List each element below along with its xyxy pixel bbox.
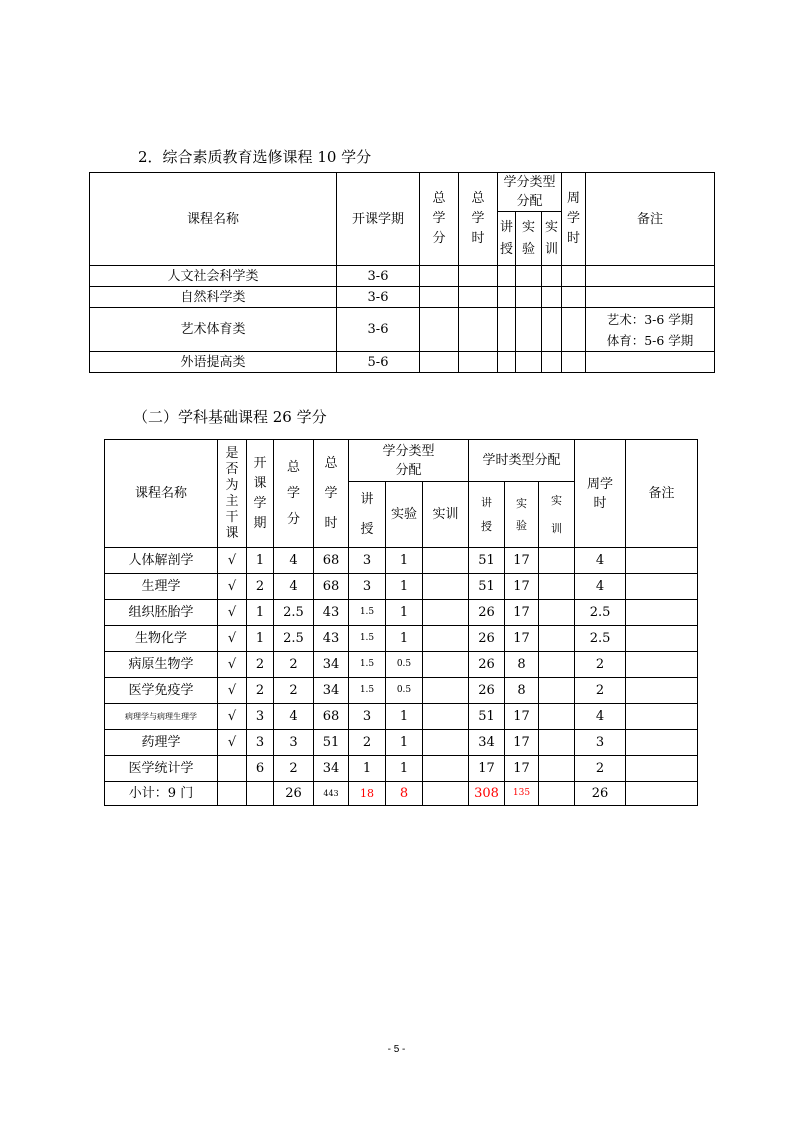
hour-experiment: 8 [505,678,539,704]
course-name: 药理学 [105,730,218,756]
credit-practice [423,548,469,574]
course-name: 生理学 [105,574,218,600]
table-row [90,266,715,287]
header-credit-type: 学分类型 分配 [349,440,469,482]
credits: 3 [274,730,314,756]
remark [626,678,698,704]
hour-experiment: 17 [505,548,539,574]
remark [626,704,698,730]
hour-experiment: 17 [505,574,539,600]
hour-lecture: 17 [469,756,505,782]
remark [626,626,698,652]
main-course-check: √ [218,600,247,626]
credit-practice [423,730,469,756]
header-weekly-hours: 周 学 时 [562,173,586,266]
weekly-hours: 3 [575,730,626,756]
remark [626,730,698,756]
total-main [218,782,247,806]
credit-practice [423,678,469,704]
hours: 68 [314,704,349,730]
credit-experiment: 1 [386,626,423,652]
header-remarks: 备注 [586,173,715,266]
header-lecture: 讲 授 [349,482,386,548]
semester: 2 [247,678,274,704]
section1-title: 2．综合素质教育选修课程 10 学分 [138,148,372,166]
table-row [105,704,698,730]
hours: 68 [314,574,349,600]
credits: 4 [274,548,314,574]
hour-lecture: 51 [469,574,505,600]
hour-experiment: 17 [505,730,539,756]
credits: 2 [274,652,314,678]
hour-practice [539,756,575,782]
credit-experiment: 0.5 [386,678,423,704]
credits: 2.5 [274,626,314,652]
table-row [105,574,698,600]
course-name: 外语提高类 [90,352,337,373]
header-lecture: 讲 授 [498,212,516,266]
credit-lecture: 1.5 [349,678,386,704]
credit-experiment: 1 [386,730,423,756]
credit-lecture: 1.5 [349,652,386,678]
credit-practice [423,756,469,782]
hours: 34 [314,652,349,678]
header-semester: 开 课 学 期 [247,440,274,548]
hour-lecture: 51 [469,548,505,574]
hour-practice [539,678,575,704]
credit-experiment: 1 [386,704,423,730]
table-row [105,600,698,626]
semester: 2 [247,652,274,678]
hour-practice [539,704,575,730]
hour-practice [539,574,575,600]
semester: 1 [247,626,274,652]
credit-experiment: 1 [386,574,423,600]
header-course-name: 课程名称 [90,173,337,266]
total-hour-experiment: 135 [505,782,539,806]
semester: 1 [247,548,274,574]
weekly-hours: 2.5 [575,600,626,626]
credit-lecture: 3 [349,574,386,600]
hour-practice [539,652,575,678]
hour-practice [539,626,575,652]
main-course-check: √ [218,678,247,704]
page-number: - 5 - [387,1044,406,1055]
course-name: 病原生物学 [105,652,218,678]
credits: 4 [274,704,314,730]
credit-practice [423,574,469,600]
semester: 3 [247,730,274,756]
hour-experiment: 17 [505,626,539,652]
table-row [90,352,715,373]
header-experiment: 实验 [386,482,423,548]
hour-lecture: 26 [469,652,505,678]
header-practice: 实训 [423,482,469,548]
table-row [105,548,698,574]
hour-lecture: 51 [469,704,505,730]
hours: 43 [314,600,349,626]
main-course-check: √ [218,548,247,574]
header-experiment: 实 验 [516,212,542,266]
foundation-courses-table [104,439,698,806]
main-course-check [218,756,247,782]
table-row [105,652,698,678]
remark [626,756,698,782]
credit-experiment: 1 [386,548,423,574]
header-weekly-hours: 周学 时 [575,440,626,548]
header-credit-type: 学分类型 分配 [498,173,562,212]
table-row [105,626,698,652]
main-course-check: √ [218,652,247,678]
semester: 6 [247,756,274,782]
header-course-name: 课程名称 [105,440,218,548]
semester: 3-6 [337,266,420,287]
table-row [105,756,698,782]
semester: 2 [247,574,274,600]
remark [626,652,698,678]
header-h-lecture: 讲 授 [469,482,505,548]
remark [626,600,698,626]
total-credit-experiment: 8 [386,782,423,806]
credit-lecture: 1 [349,756,386,782]
total-credits: 26 [274,782,314,806]
header-semester: 开课学期 [337,173,420,266]
credit-practice [423,600,469,626]
hour-lecture: 26 [469,678,505,704]
hour-practice [539,548,575,574]
weekly-hours: 4 [575,548,626,574]
semester: 3-6 [337,308,420,352]
course-name: 人文社会科学类 [90,266,337,287]
credit-practice [423,704,469,730]
credits: 2.5 [274,600,314,626]
weekly-hours: 2.5 [575,626,626,652]
hours: 34 [314,756,349,782]
hour-practice [539,730,575,756]
header-total-hours: 总 学 时 [314,440,349,548]
main-course-check: √ [218,626,247,652]
header-practice: 实 训 [542,212,562,266]
credit-practice [423,626,469,652]
weekly-hours: 2 [575,756,626,782]
header-remarks: 备注 [626,440,698,548]
total-credit-practice [423,782,469,806]
semester: 3-6 [337,287,420,308]
total-label: 小计：9 门 [105,782,218,806]
header-h-experiment: 实 验 [505,482,539,548]
credit-experiment: 0.5 [386,652,423,678]
course-name: 生物化学 [105,626,218,652]
section2-title: （二）学科基础课程 26 学分 [133,408,327,426]
weekly-hours: 2 [575,678,626,704]
hours: 68 [314,548,349,574]
hour-experiment: 17 [505,756,539,782]
total-credit-lecture: 18 [349,782,386,806]
credits: 2 [274,756,314,782]
credit-practice [423,652,469,678]
hour-practice [539,600,575,626]
remark [626,548,698,574]
header-h-practice: 实 训 [539,482,575,548]
total-semester [247,782,274,806]
elective-courses-table [89,172,715,373]
total-weekly-hours: 26 [575,782,626,806]
course-name: 艺术体育类 [90,308,337,352]
hour-experiment: 17 [505,600,539,626]
total-hour-lecture: 308 [469,782,505,806]
header-is-main: 是 否 为 主 干 课 [218,440,247,548]
credit-lecture: 3 [349,704,386,730]
credits: 2 [274,678,314,704]
credit-lecture: 2 [349,730,386,756]
total-remark [626,782,698,806]
total-hour-practice [539,782,575,806]
credit-lecture: 1.5 [349,626,386,652]
header-total-hours: 总 学 时 [459,173,498,266]
main-course-check: √ [218,704,247,730]
semester: 1 [247,600,274,626]
remark: 艺术：3-6 学期 体育：5-6 学期 [586,308,715,352]
hour-experiment: 8 [505,652,539,678]
table-row [90,308,715,352]
hour-lecture: 26 [469,626,505,652]
main-course-check: √ [218,574,247,600]
hours: 43 [314,626,349,652]
credits: 4 [274,574,314,600]
total-hours: 443 [314,782,349,806]
course-name: 医学统计学 [105,756,218,782]
course-name: 医学免疫学 [105,678,218,704]
hour-lecture: 26 [469,600,505,626]
course-name: 病理学与病理生理学 [105,704,218,730]
weekly-hours: 4 [575,704,626,730]
header-hour-type: 学时类型分配 [469,440,575,482]
semester: 3 [247,704,274,730]
credit-experiment: 1 [386,756,423,782]
hour-lecture: 34 [469,730,505,756]
hours: 34 [314,678,349,704]
main-course-check: √ [218,730,247,756]
table-row [90,287,715,308]
weekly-hours: 4 [575,574,626,600]
hours: 51 [314,730,349,756]
hour-experiment: 17 [505,704,539,730]
total-row [105,782,698,806]
header-total-credits: 总 学 分 [420,173,459,266]
weekly-hours: 2 [575,652,626,678]
credit-lecture: 3 [349,548,386,574]
credit-experiment: 1 [386,600,423,626]
semester: 5-6 [337,352,420,373]
table-row [105,730,698,756]
course-name: 组织胚胎学 [105,600,218,626]
header-total-credits: 总 学 分 [274,440,314,548]
credit-lecture: 1.5 [349,600,386,626]
course-name: 自然科学类 [90,287,337,308]
table-row [105,678,698,704]
remark [626,574,698,600]
course-name: 人体解剖学 [105,548,218,574]
